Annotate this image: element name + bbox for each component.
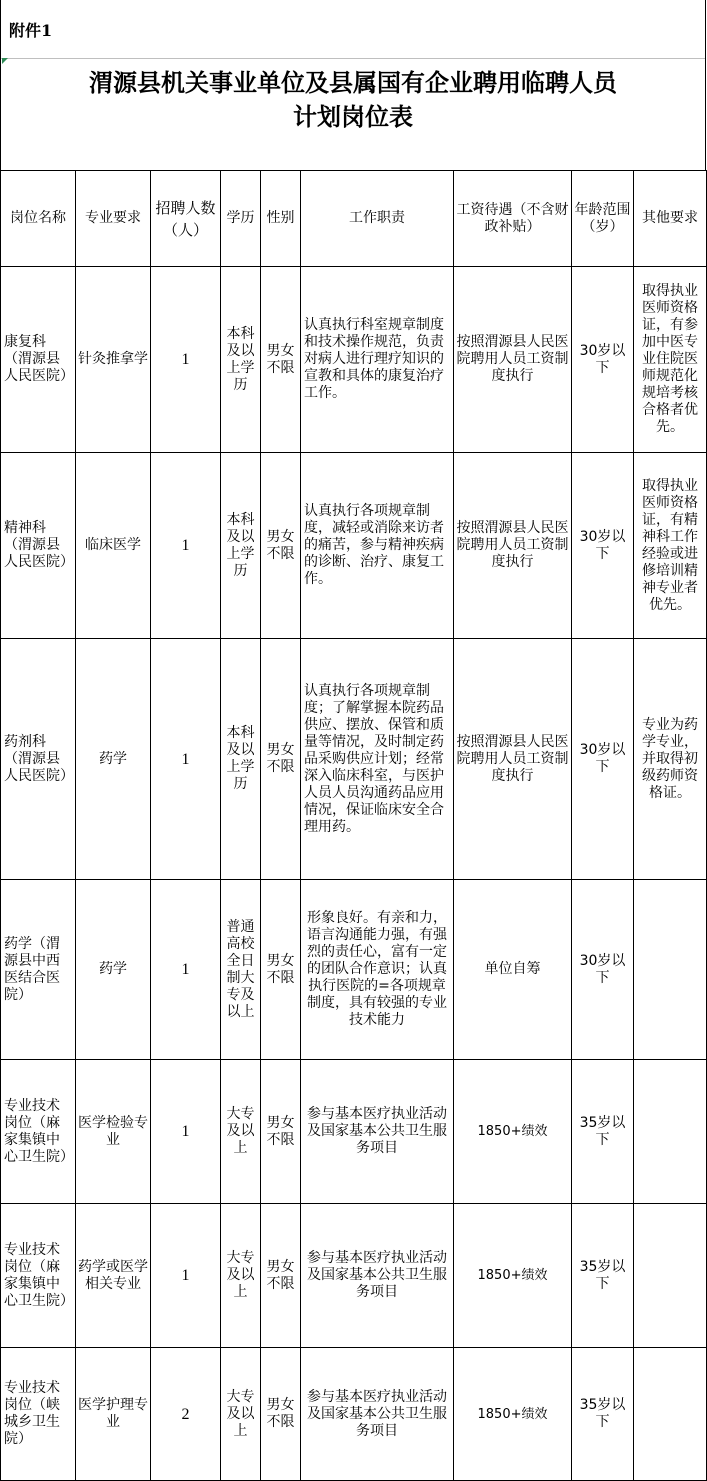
cell-position: 精神科（渭源县人民医院） <box>1 453 76 639</box>
cell-other <box>634 880 707 1060</box>
column-header-age: 年龄范围（岁） <box>572 171 634 267</box>
cell-education: 大专及以上 <box>221 1348 261 1481</box>
cell-major: 医学护理专业 <box>76 1348 151 1481</box>
column-header-count: 招聘人数（人） <box>151 171 221 267</box>
cell-duties: 认真执行各项规章制度；了解掌握本院药品供应、摆放、保管和质量等情况，及时制定药品采购供应计划；经常深入临床科室，与医护人员人员沟通药品应用情况，保证临床安全合理用药。 <box>301 639 454 880</box>
cell-age: 30岁以下 <box>572 267 634 453</box>
cell-count: 1 <box>151 453 221 639</box>
cell-gender: 男女不限 <box>261 453 301 639</box>
cell-gender: 男女不限 <box>261 1348 301 1481</box>
title-line-2: 计划岗位表 <box>293 102 413 131</box>
cell-age: 30岁以下 <box>572 880 634 1060</box>
cell-duties: 认真执行各项规章制度，减轻或消除来访者的痛苦，参与精神疾病的诊断、治疗、康复工作。 <box>301 453 454 639</box>
cell-marker-icon <box>2 58 8 64</box>
cell-education: 本科及以上学历 <box>221 453 261 639</box>
column-header-gender: 性别 <box>261 171 301 267</box>
table-row <box>1 1204 707 1348</box>
cell-major: 针灸推拿学 <box>76 267 151 453</box>
cell-salary: 1850+绩效 <box>454 1204 572 1348</box>
table-row <box>1 639 707 880</box>
cell-duties: 参与基本医疗执业活动及国家基本公共卫生服务项目 <box>301 1060 454 1204</box>
cell-count: 1 <box>151 267 221 453</box>
cell-salary: 按照渭源县人民医院聘用人员工资制度执行 <box>454 639 572 880</box>
cell-gender: 男女不限 <box>261 1204 301 1348</box>
cell-duties: 参与基本医疗执业活动及国家基本公共卫生服务项目 <box>301 1204 454 1348</box>
cell-education: 普通高校全日制大专及以上 <box>221 880 261 1060</box>
cell-duties: 形象良好。有亲和力，语言沟通能力强，有强烈的责任心，富有一定的团队合作意识；认真执行医院的=各项规章制度，具有较强的专业技术能力 <box>301 880 454 1060</box>
column-header-major: 专业要求 <box>76 171 151 267</box>
document-header <box>0 0 706 170</box>
cell-other: 取得执业医师资格证，有精神科工作经验或进修培训精神专业者优先。 <box>634 453 707 639</box>
table-row <box>1 453 707 639</box>
attachment-label: 附件1 <box>9 21 53 40</box>
cell-major: 药学 <box>76 639 151 880</box>
cell-gender: 男女不限 <box>261 267 301 453</box>
cell-duties: 认真执行科室规章制度和技术操作规范，负责对病人进行理疗知识的宣教和具体的康复治疗工作。 <box>301 267 454 453</box>
cell-other <box>634 1204 707 1348</box>
cell-count: 1 <box>151 1060 221 1204</box>
table-header-row <box>1 171 707 267</box>
title-line-1: 渭源县机关事业单位及县属国有企业聘用临聘人员 <box>89 68 617 97</box>
cell-age: 30岁以下 <box>572 453 634 639</box>
cell-salary: 1850+绩效 <box>454 1060 572 1204</box>
cell-education: 本科及以上学历 <box>221 639 261 880</box>
cell-position: 专业技术岗位（麻家集镇中心卫生院） <box>1 1204 76 1348</box>
cell-other: 取得执业医师资格证，有参加中医专业住院医师规范化规培考核合格者优先。 <box>634 267 707 453</box>
cell-count: 2 <box>151 1348 221 1481</box>
header-divider <box>1 58 705 59</box>
cell-salary: 按照渭源县人民医院聘用人员工资制度执行 <box>454 453 572 639</box>
cell-position: 药学（渭源县中西医结合医院） <box>1 880 76 1060</box>
cell-salary: 1850+绩效 <box>454 1348 572 1481</box>
cell-age: 35岁以下 <box>572 1204 634 1348</box>
cell-position: 专业技术岗位（峡城乡卫生院） <box>1 1348 76 1481</box>
cell-education: 大专及以上 <box>221 1204 261 1348</box>
document-title <box>1 66 705 134</box>
cell-major: 医学检验专业 <box>76 1060 151 1204</box>
cell-major: 临床医学 <box>76 453 151 639</box>
cell-other <box>634 1060 707 1204</box>
cell-major: 药学 <box>76 880 151 1060</box>
cell-education: 本科及以上学历 <box>221 267 261 453</box>
column-header-duties: 工作职责 <box>301 171 454 267</box>
column-header-salary: 工资待遇（不含财政补贴） <box>454 171 572 267</box>
position-table <box>0 170 707 1481</box>
cell-gender: 男女不限 <box>261 1060 301 1204</box>
cell-education: 大专及以上 <box>221 1060 261 1204</box>
cell-count: 1 <box>151 880 221 1060</box>
cell-duties: 参与基本医疗执业活动及国家基本公共卫生服务项目 <box>301 1348 454 1481</box>
cell-other <box>634 1348 707 1481</box>
cell-age: 35岁以下 <box>572 1348 634 1481</box>
table-row <box>1 267 707 453</box>
cell-count: 1 <box>151 639 221 880</box>
cell-major: 药学或医学相关专业 <box>76 1204 151 1348</box>
cell-salary: 按照渭源县人民医院聘用人员工资制度执行 <box>454 267 572 453</box>
cell-count: 1 <box>151 1204 221 1348</box>
cell-age: 35岁以下 <box>572 1060 634 1204</box>
column-header-position: 岗位名称 <box>1 171 76 267</box>
cell-age: 30岁以下 <box>572 639 634 880</box>
column-header-education: 学历 <box>221 171 261 267</box>
cell-gender: 男女不限 <box>261 880 301 1060</box>
table-row <box>1 880 707 1060</box>
cell-other: 专业为药学专业，并取得初级药师资格证。 <box>634 639 707 880</box>
cell-position: 专业技术岗位（麻家集镇中心卫生院） <box>1 1060 76 1204</box>
cell-position: 康复科（渭源县人民医院） <box>1 267 76 453</box>
cell-position: 药剂科（渭源县人民医院） <box>1 639 76 880</box>
table-row <box>1 1060 707 1204</box>
cell-gender: 男女不限 <box>261 639 301 880</box>
cell-salary: 单位自筹 <box>454 880 572 1060</box>
table-row <box>1 1348 707 1481</box>
column-header-other: 其他要求 <box>634 171 707 267</box>
